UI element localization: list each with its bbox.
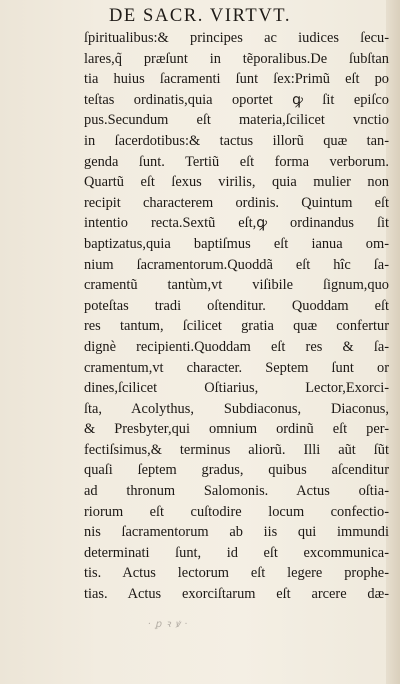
text-line: dines,ſcilicet Oſtiarius, Lector,Exorci-: [84, 380, 389, 397]
text-line: Quartũ eſt ſexus virilis, quia mulier non: [84, 174, 389, 191]
text-line: in ſacerdotibus:& tactus illorũ quæ tan-: [84, 132, 389, 149]
text-line: determinati ſunt, id eſt excommunica-: [84, 544, 389, 561]
text-line: ad thronum Salomonis. Actus oſtia-: [84, 483, 389, 500]
text-line: lares,q̃ præſunt in tẽporalibus.De ſubſtan: [84, 50, 389, 67]
text-line: teſtas ordinatis,quia oportet ꝙ ſit epiſco: [84, 91, 389, 108]
text-line: quaſi ſeptem gradus, quibus aſcenditur: [84, 462, 389, 479]
text-line: res tantum, ſcilicet gratia quæ confertur: [84, 318, 389, 335]
text-line: genda ſunt. Tertiũ eſt forma verborum.: [84, 153, 389, 170]
text-line: pus.Secundum eſt materia,ſcilicet vnctio: [84, 112, 389, 129]
text-line: tis. Actus lectorum eſt legere prophe-: [84, 565, 389, 582]
text-line: intentio recta.Sextũ eſt,ꝙ ordinandus ſit: [84, 215, 389, 232]
text-line: cramentum,vt character. Septem ſunt or: [84, 359, 389, 376]
text-line: ſta, Acolythus, Subdiaconus, Diaconus,: [84, 400, 389, 417]
text-line: dignè recipienti.Quoddam eſt res & ſa-: [84, 338, 389, 355]
text-line: ſpiritualibus:& principes ac iudices ſecu-: [84, 30, 389, 46]
text-line: baptizatus,quia baptiſmus eſt ianua om-: [84, 235, 389, 252]
text-block: [84, 28, 389, 605]
running-header: DE SACR. VIRTVT.: [108, 6, 292, 26]
text-line: riorum eſt cuſtodire locum confectio-: [84, 503, 389, 520]
text-line: tia huius ſacramenti ſunt ſex:Primũ eſt po: [84, 71, 389, 88]
text-line: nium ſacramentorum.Quoddã eſt hîc ſa-: [84, 256, 389, 273]
text-line: poteſtas tradi oſtenditur. Quoddam eſt: [84, 297, 389, 314]
text-line: nis ſacramentorum ab iis qui immundi: [84, 524, 389, 541]
text-line: cramentũ tantùm,vt viſibile ſignum,quo: [84, 277, 389, 294]
faint-stamp: · ꝑ ꝛ ꝟ ·: [148, 619, 189, 630]
text-line: recipit characterem ordinis. Quintum eſt: [84, 194, 389, 211]
text-line: fectiſsimus,& terminus aliorũ. Illi aũt ſũt: [84, 441, 389, 458]
text-line: & Presbyter,qui omnium ordinũ eſt per-: [84, 421, 389, 438]
text-line: tias. Actus exorciſtarum eſt arcere dæ-: [84, 586, 389, 603]
